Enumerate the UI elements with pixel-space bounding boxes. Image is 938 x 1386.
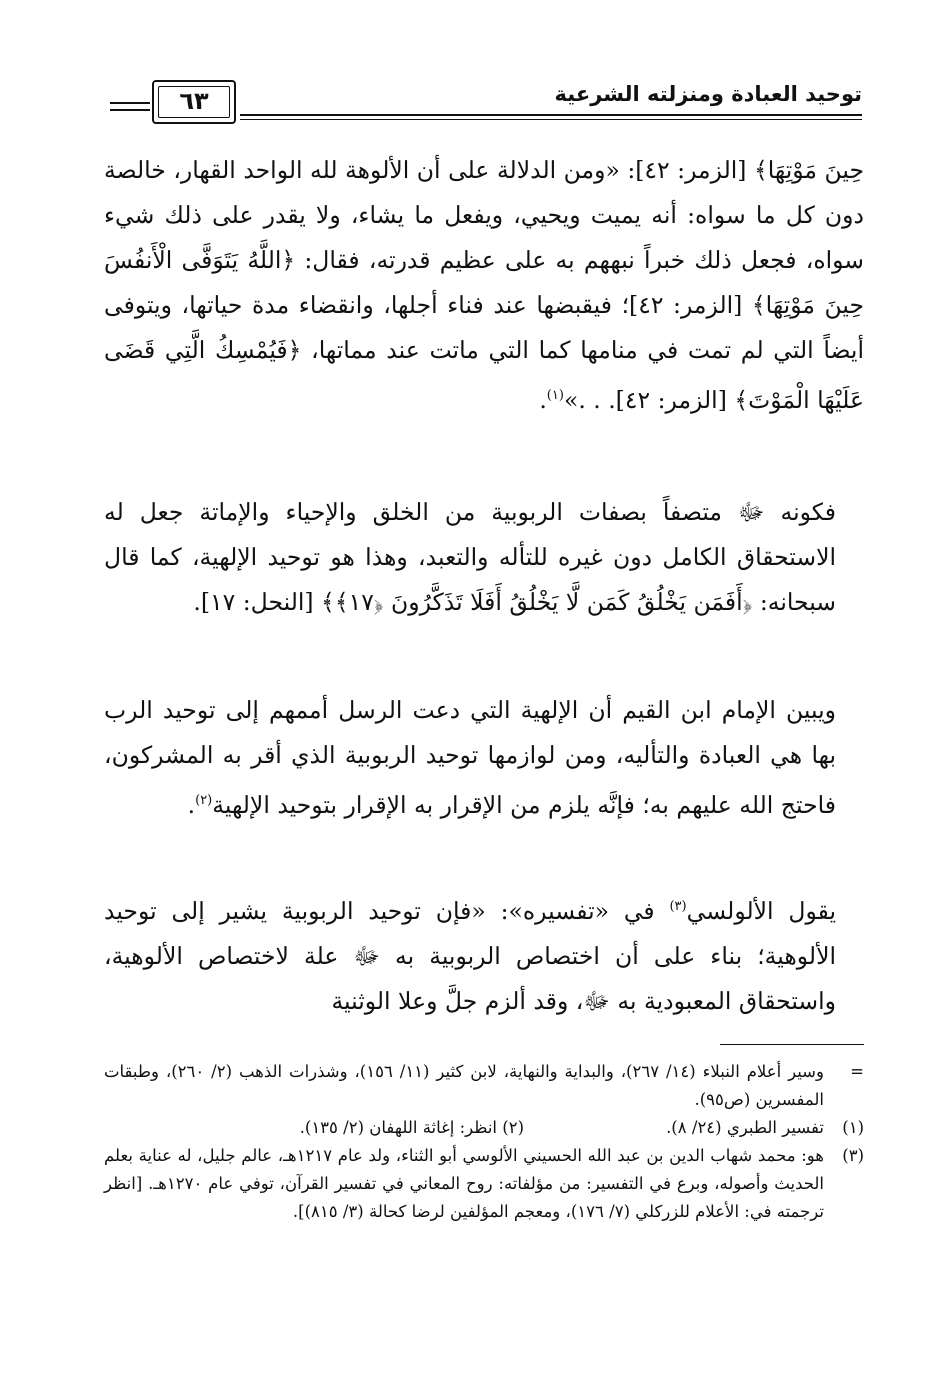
- paragraph-3: [104, 688, 864, 828]
- page-number: ٦٣: [179, 87, 209, 115]
- footnote-row-1-2: [104, 1114, 864, 1142]
- paragraph-1-end: .: [539, 385, 547, 414]
- footnote-3-text: هو: محمد شهاب الدين بن عبد الله الحسيني الألوسي أبو الثناء، ولد عام ١٢١٧هـ، عالم جليل، له عناية بعلم الحديث وأصوله، وبرع في التفسير: من مؤلفاته: روح المعاني في تفسير القرآن، توفي عام ١٢٧٠هـ. [انظر ترجمته في: الأعلام للزركلي (٧/ ١٧٦)، ومعجم المؤلفين لرضا كحالة (٣/ ٨١٥)].: [104, 1146, 824, 1221]
- running-title: توحيد العبادة ومنزلته الشرعية: [554, 82, 862, 106]
- footnote-2: [300, 1114, 524, 1142]
- footnote-ref-2[interactable]: (٢): [195, 793, 213, 808]
- page-header: [110, 76, 862, 136]
- footnotes: [104, 1058, 864, 1226]
- footnote-separator: [720, 1044, 864, 1045]
- footnote-ref-3[interactable]: (٣): [669, 899, 687, 914]
- header-rule-thin: [240, 119, 862, 120]
- header-rule-left: [110, 102, 150, 104]
- footnote-continued: [104, 1058, 864, 1114]
- paragraph-1: [104, 148, 864, 423]
- footnote-continued-mark: =: [850, 1062, 864, 1081]
- paragraph-4-text-b: في «تفسيره»: «فإن توحيد الربوبية يشير إلى توحيد الألوهية؛ بناء على أن اختصاص الربوبية به ﷻ علة لاختصاص الألوهية، واستحقاق المعبودية به ﷻ، وقد ألزم جلَّ وعلا الوثنية: [104, 896, 836, 1015]
- paragraph-2: [104, 490, 864, 625]
- footnote-3-mark: (٣): [842, 1146, 864, 1165]
- footnote-3: [104, 1142, 864, 1226]
- page-number-frame: [152, 80, 236, 124]
- footnote-2-text: انظر: إغاثة اللهفان (٢/ ١٣٥).: [299, 1118, 497, 1137]
- footnote-1-mark: (١): [842, 1118, 864, 1137]
- paragraph-4: [104, 884, 864, 1024]
- footnote-continued-text: وسير أعلام النبلاء (١٤/ ٢٦٧)، والبداية والنهاية، لابن كثير (١١/ ١٥٦)، وشذرات الذهب (٢/ ٢٦٠)، وطبقات المفسرين (ص٩٥).: [104, 1062, 824, 1109]
- footnote-ref-1[interactable]: (١): [546, 388, 564, 403]
- header-rule: [240, 114, 862, 116]
- paragraph-1-text: حِينَ مَوْتِهَا﴾ [الزمر: ٤٢]: «ومن الدلالة على أن الألوهة لله الواحد القهار، خالصة دون كل ما سواه: أنه يميت ويحيي، ويفعل ما يشاء، ولا يقدر على ذلك شيء سواه، فجعل ذلك خبراً نبههم به على عظيم قدرته، فقال: ﴿اللَّهُ يَتَوَفَّى الْأَنفُسَ حِينَ مَوْتِهَا﴾ [الزمر: ٤٢]؛ فيقبضها عند فناء أجلها، وانقضاء مدة حياتها، ويتوفى أيضاً التي لم تمت في منامها كما التي ماتت عند مماتها، ﴿فَيُمْسِكُ الَّتِي قَضَى عَلَيْهَا الْمَوْتَ﴾ [الزمر: ٤٢]. . .»: [104, 156, 865, 414]
- paragraph-4-text-a: يقول الألولسي: [686, 896, 837, 925]
- paragraph-2-text: فكونه ﷻ متصفاً بصفات الربوبية من الخلق والإحياء والإماتة جعل له الاستحقاق الكامل دون غيره للتأله والتعبد، وهذا هو توحيد الإلهية، كما قال سبحانه: ﴿أَفَمَن يَخْلُقُ كَمَن لَّا يَخْلُقُ أَفَلَا تَذَكَّرُونَ ﴿١٧﴾﴾ [النحل: ١٧].: [104, 498, 836, 616]
- footnote-1-text: تفسير الطبري (٢٤/ ٨).: [666, 1118, 824, 1137]
- paragraph-3-end: .: [187, 790, 196, 819]
- header-rule-left-2: [110, 109, 150, 111]
- footnote-2-mark: (٢): [502, 1118, 524, 1137]
- paragraph-3-text: ويبين الإمام ابن القيم أن الإلهية التي دعت الرسل أممهم إلى توحيد الرب بها هي العبادة والتأليه، ومن لوازمها توحيد الربوبية الذي أقر به المشركون، فاحتج الله عليهم به؛ فإنَّه يلزم من الإقرار به الإقرار بتوحيد الإلهية: [104, 696, 836, 819]
